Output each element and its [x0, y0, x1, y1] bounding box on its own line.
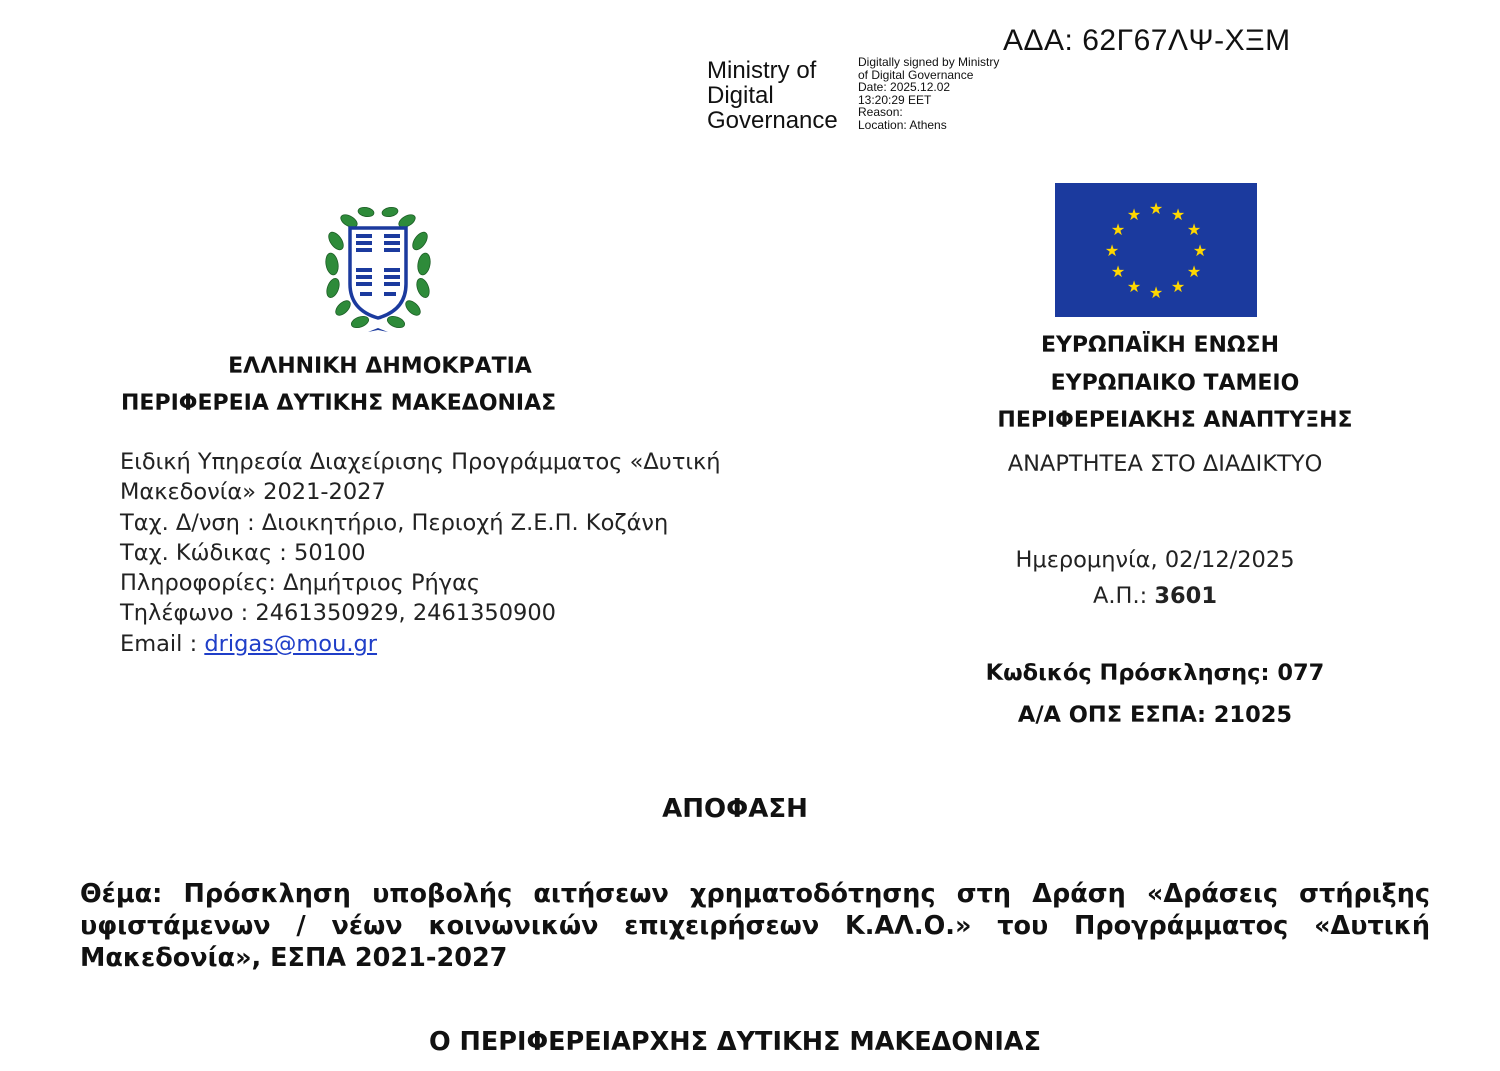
eu-header	[955, 327, 1395, 440]
svg-text:★: ★	[1192, 241, 1208, 260]
address-line: Τηλέφωνο : 2461350929, 2461350900	[120, 600, 556, 627]
greek-coat-of-arms-icon	[318, 206, 438, 334]
address-line: Πληροφορίες: Δημήτριος Ρήγας	[120, 570, 481, 597]
email-label: Email :	[120, 630, 205, 657]
signature-detail-line: Reason:	[858, 105, 903, 120]
subject-paragraph: Θέμα: Πρόσκληση υποβολής αιτήσεων χρηματοδότησης στη Δράση «Δράσεις στήριξης υφιστάμενων / νέων κοινωνικών επιχειρήσεων Κ.ΑΛ.Ο.» του Προγράμματος «Δυτική Μακεδονία», ΕΣΠΑ 2021-2027	[80, 879, 1430, 973]
protocol-label: Α.Π.:	[1093, 583, 1155, 609]
issuer-header	[80, 348, 680, 422]
signature-detail-line: Location: Athens	[858, 117, 947, 132]
signature-name-line: Governance	[707, 107, 838, 134]
document-date: Ημερομηνία, 02/12/2025	[1015, 547, 1295, 573]
signature-detail-line: 13:20:29 EET	[858, 92, 932, 107]
ada-code: ΑΔΑ: 62Γ67ΛΨ-ΧΞΜ	[1003, 24, 1291, 57]
email-link[interactable]: drigas@mou.gr	[204, 630, 378, 657]
post-online-label: ΑΝΑΡΤΗΤΕΑ ΣΤΟ ΔΙΑΔΙΚΤΥΟ	[1007, 451, 1323, 477]
date-block	[955, 542, 1355, 614]
eu-flag-icon	[1055, 183, 1257, 317]
svg-text:★: ★	[1170, 205, 1186, 224]
eu-fund-detail: ΠΕΡΙΦΕΡΕΙΑΚΗΣ ΑΝΑΠΤΥΞΗΣ	[997, 408, 1353, 433]
signature-detail-line: of Digital Governance	[858, 67, 974, 82]
svg-text:★: ★	[1104, 241, 1120, 260]
issuer-region: ΠΕΡΙΦΕΡΕΙΑ ΔΥΤΙΚΗΣ ΜΑΚΕΔΟΝΙΑΣ	[121, 391, 557, 416]
svg-text:★: ★	[1186, 262, 1202, 281]
svg-text:★: ★	[1148, 283, 1164, 302]
signature-name-line: Digital	[707, 82, 774, 109]
svg-text:★: ★	[1148, 199, 1164, 218]
address-block	[120, 447, 721, 659]
issuer-country: ΕΛΛΗΝΙΚΗ ΔΗΜΟΚΡΑΤΙΑ	[228, 354, 532, 379]
signature-detail-line: Date: 2025.12.02	[858, 80, 951, 95]
protocol-number: 3601	[1154, 583, 1217, 609]
address-line: Ταχ. Δ/νση : Διοικητήριο, Περιοχή Ζ.Ε.Π. Κοζάνη	[120, 509, 669, 536]
svg-text:★: ★	[1110, 220, 1126, 239]
svg-text:★: ★	[1186, 220, 1202, 239]
address-line: Μακεδονία» 2021-2027	[120, 479, 386, 506]
address-line: Ειδική Υπηρεσία Διαχείρισης Προγράμματος «Δυτική	[120, 449, 721, 475]
codes-block	[955, 652, 1355, 736]
signature-detail-line: Digitally signed by Ministry	[858, 55, 1000, 69]
ops-code: Α/Α ΟΠΣ ΕΣΠΑ: 21025	[1017, 702, 1293, 728]
svg-text:★: ★	[1126, 277, 1142, 296]
svg-text:★: ★	[1110, 262, 1126, 281]
signature-details	[858, 56, 999, 132]
signature-name	[707, 58, 838, 133]
svg-text:★: ★	[1126, 205, 1142, 224]
address-line: Ταχ. Κώδικας : 50100	[120, 539, 366, 566]
eu-fund: ΕΥΡΩΠΑΙΚΟ ΤΑΜΕΙΟ	[1050, 370, 1300, 396]
signature-name-line: Ministry of	[707, 57, 817, 84]
regional-governor-heading: Ο ΠΕΡΙΦΕΡΕΙΑΡΧΗΣ ΔΥΤΙΚΗΣ ΜΑΚΕΔΟΝΙΑΣ	[428, 1027, 1042, 1057]
email-line	[120, 629, 721, 659]
decision-title: ΑΠΟΦΑΣΗ	[662, 794, 808, 824]
eu-union: ΕΥΡΩΠΑΪΚΗ ΕΝΩΣΗ	[1040, 333, 1280, 358]
svg-text:★: ★	[1170, 277, 1186, 296]
protocol-line	[955, 578, 1355, 614]
invitation-code: Κωδικός Πρόσκλησης: 077	[985, 660, 1325, 686]
